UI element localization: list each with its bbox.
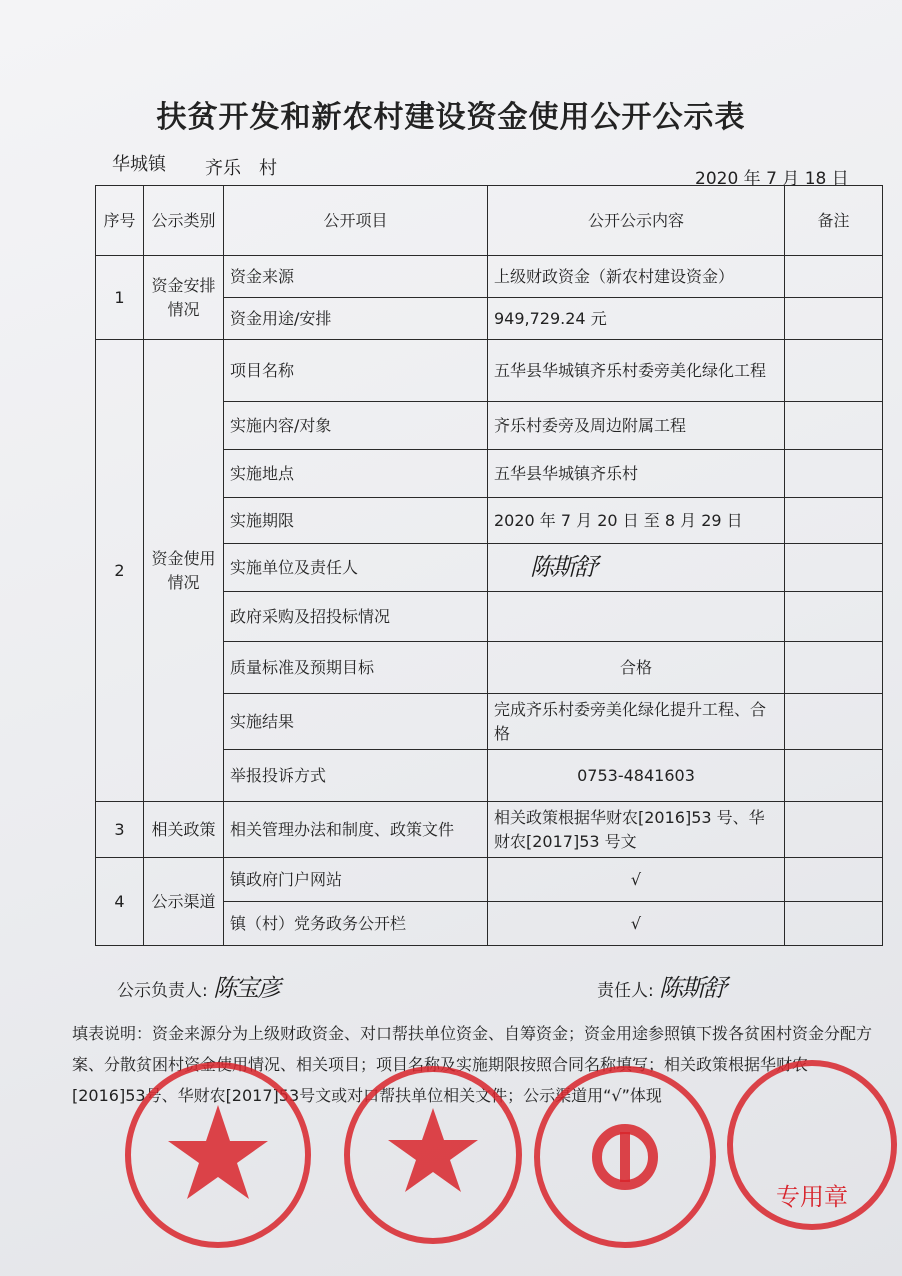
header-item: 公开项目 <box>224 186 488 256</box>
row-content: 949,729.24 元 <box>488 298 785 340</box>
row-content <box>488 544 785 592</box>
row-remark <box>785 802 883 858</box>
table-header-row <box>96 186 883 256</box>
publisher <box>117 968 279 1003</box>
row-remark <box>785 498 883 544</box>
row-remark <box>785 694 883 750</box>
row-content: 合格 <box>488 642 785 694</box>
town-name: 华城镇 <box>112 154 166 175</box>
row-item: 实施地点 <box>224 450 488 498</box>
header-content: 公开公示内容 <box>488 186 785 256</box>
stamp-text: 专用章 <box>776 1183 848 1211</box>
row-content: 五华县华城镇齐乐村委旁美化绿化工程 <box>488 340 785 402</box>
row-content: 完成齐乐村委旁美化绿化提升工程、合格 <box>488 694 785 750</box>
row-item: 资金来源 <box>224 256 488 298</box>
section-seq: 3 <box>96 802 144 858</box>
row-remark <box>785 402 883 450</box>
filling-instructions: 填表说明：资金来源分为上级财政资金、对口帮扶单位资金、自筹资金；资金用途参照镇下拨各贫困村资金分配方案、分散贫困村资金使用情况、相关项目；项目名称及实施期限按照合同名称填写；相关政策根据华财农[2016]53号、华财农[2017]53号文或对口帮扶单位相关文件；公示渠道用“√”体现 <box>72 1024 873 1105</box>
row-item: 资金用途/安排 <box>224 298 488 340</box>
row-content: √ <box>488 902 785 946</box>
header-seq: 序号 <box>96 186 144 256</box>
cooperative-seal-icon <box>118 1055 318 1255</box>
table-row <box>96 802 883 858</box>
table-row <box>96 256 883 298</box>
row-remark <box>785 642 883 694</box>
row-item: 镇（村）党务政务公开栏 <box>224 902 488 946</box>
villagers-committee-seal-icon <box>338 1060 528 1250</box>
header-remark: 备注 <box>785 186 883 256</box>
header-category: 公示类别 <box>144 186 224 256</box>
row-content: √ <box>488 858 785 902</box>
responsible-label: 责任人: <box>597 981 654 1001</box>
row-content: 相关政策根据华财农[2016]53 号、华财农[2017]53 号文 <box>488 802 785 858</box>
publisher-signature: 陈宝彦 <box>213 974 280 1002</box>
document-date: 2020 年 7 月 18 日 <box>695 169 849 189</box>
row-remark <box>785 340 883 402</box>
responsible-signature: 陈斯舒 <box>659 974 726 1002</box>
row-item: 质量标准及预期目标 <box>224 642 488 694</box>
section-category: 资金安排情况 <box>144 256 224 340</box>
row-item: 项目名称 <box>224 340 488 402</box>
row-content: 上级财政资金（新农村建设资金） <box>488 256 785 298</box>
row-content: 2020 年 7 月 20 日 至 8 月 29 日 <box>488 498 785 544</box>
party-branch-seal-icon <box>528 1060 723 1255</box>
special-seal-icon <box>722 1055 902 1235</box>
row-item: 实施单位及责任人 <box>224 544 488 592</box>
section-seq: 1 <box>96 256 144 340</box>
table-row <box>96 858 883 902</box>
table-row <box>96 340 883 402</box>
row-content <box>488 592 785 642</box>
section-category: 相关政策 <box>144 802 224 858</box>
row-item: 相关管理办法和制度、政策文件 <box>224 802 488 858</box>
row-item: 政府采购及招投标情况 <box>224 592 488 642</box>
row-remark <box>785 592 883 642</box>
row-remark <box>785 256 883 298</box>
row-content: 齐乐村委旁及周边附属工程 <box>488 402 785 450</box>
row-remark <box>785 750 883 802</box>
responsible-person <box>597 968 725 1003</box>
section-seq: 2 <box>96 340 144 802</box>
publisher-label: 公示负责人: <box>117 981 208 1001</box>
section-category: 资金使用情况 <box>144 340 224 802</box>
section-category: 公示渠道 <box>144 858 224 946</box>
section-seq: 4 <box>96 858 144 946</box>
row-remark <box>785 298 883 340</box>
document-title: 扶贫开发和新农村建设资金使用公开公示表 <box>156 100 746 135</box>
row-remark <box>785 902 883 946</box>
row-item: 举报投诉方式 <box>224 750 488 802</box>
row-remark <box>785 450 883 498</box>
row-remark <box>785 858 883 902</box>
responsible-signature: 陈斯舒 <box>530 553 596 582</box>
row-item: 实施结果 <box>224 694 488 750</box>
row-remark <box>785 544 883 592</box>
village-name: 齐乐 村 <box>205 158 277 179</box>
row-content: 五华县华城镇齐乐村 <box>488 450 785 498</box>
row-item: 镇政府门户网站 <box>224 858 488 902</box>
row-item: 实施内容/对象 <box>224 402 488 450</box>
disclosure-table <box>95 185 883 946</box>
row-item: 实施期限 <box>224 498 488 544</box>
row-content: 0753-4841603 <box>488 750 785 802</box>
